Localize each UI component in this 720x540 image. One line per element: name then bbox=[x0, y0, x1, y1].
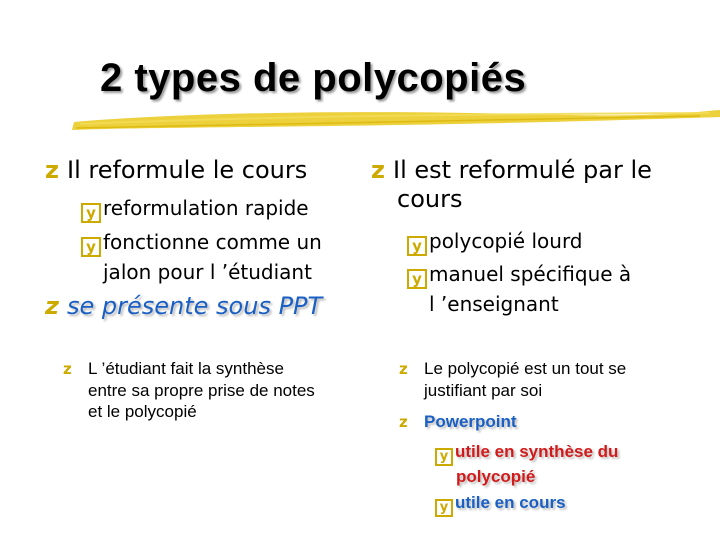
right-note bbox=[399, 358, 626, 401]
z-bullet-icon: z bbox=[371, 156, 385, 184]
left-note-line2: entre sa propre prise de notes bbox=[88, 381, 315, 400]
right-main-line2: cours bbox=[397, 185, 463, 213]
z-bullet-icon: z bbox=[63, 360, 72, 378]
left-sub2-line1: fonctionne comme un bbox=[103, 230, 322, 254]
y-bullet-icon: y bbox=[435, 448, 453, 466]
right-use-item-2 bbox=[435, 492, 566, 517]
right-use2-text: utile en cours bbox=[455, 493, 566, 512]
left-note-line1: L ’étudiant fait la synthèse bbox=[88, 359, 284, 378]
left-sub1-text: reformulation rapide bbox=[103, 196, 309, 220]
left-note bbox=[63, 358, 315, 422]
right-sub2-line2: l ’enseignant bbox=[429, 292, 559, 316]
title-underline-brush bbox=[70, 104, 720, 134]
left-sub-item-1 bbox=[81, 193, 309, 223]
left-sub-item-2 bbox=[81, 227, 322, 287]
left-main-text: Il reformule le cours bbox=[67, 156, 308, 184]
right-sub-item-1 bbox=[407, 226, 583, 256]
right-note-line1: Le polycopié est un tout se bbox=[424, 359, 627, 378]
z-bullet-icon: z bbox=[399, 413, 408, 431]
z-bullet-icon: z bbox=[45, 156, 59, 184]
left-main-item bbox=[45, 156, 307, 185]
right-sub2-line1: manuel spécifique à bbox=[429, 262, 632, 286]
y-bullet-icon: y bbox=[407, 269, 427, 289]
left-sub2-line2: jalon pour l ’étudiant bbox=[103, 260, 312, 284]
right-sub-item-2 bbox=[407, 259, 631, 319]
y-bullet-icon: y bbox=[435, 499, 453, 517]
right-note-line2: justifiant par soi bbox=[424, 381, 543, 400]
right-powerpoint-item bbox=[399, 411, 517, 433]
right-use1-line1: utile en synthèse du bbox=[455, 442, 619, 461]
left-ppt-item bbox=[45, 292, 322, 321]
left-ppt-text: se présente sous PPT bbox=[67, 292, 323, 320]
left-note-line3: et le polycopié bbox=[88, 402, 197, 421]
y-bullet-icon: y bbox=[81, 237, 101, 257]
z-bullet-icon: z bbox=[45, 292, 59, 320]
right-powerpoint-text: Powerpoint bbox=[424, 412, 517, 431]
y-bullet-icon: y bbox=[81, 203, 101, 223]
z-bullet-icon: z bbox=[399, 360, 408, 378]
slide-title: 2 types de polycopiés bbox=[100, 56, 527, 100]
y-bullet-icon: y bbox=[407, 236, 427, 256]
right-main-line1: Il est reformulé par le bbox=[393, 156, 652, 184]
right-main-item bbox=[371, 156, 652, 214]
right-use1-line2: polycopié bbox=[456, 467, 536, 486]
right-sub1-text: polycopié lourd bbox=[429, 229, 583, 253]
right-use-item-1 bbox=[435, 441, 618, 487]
